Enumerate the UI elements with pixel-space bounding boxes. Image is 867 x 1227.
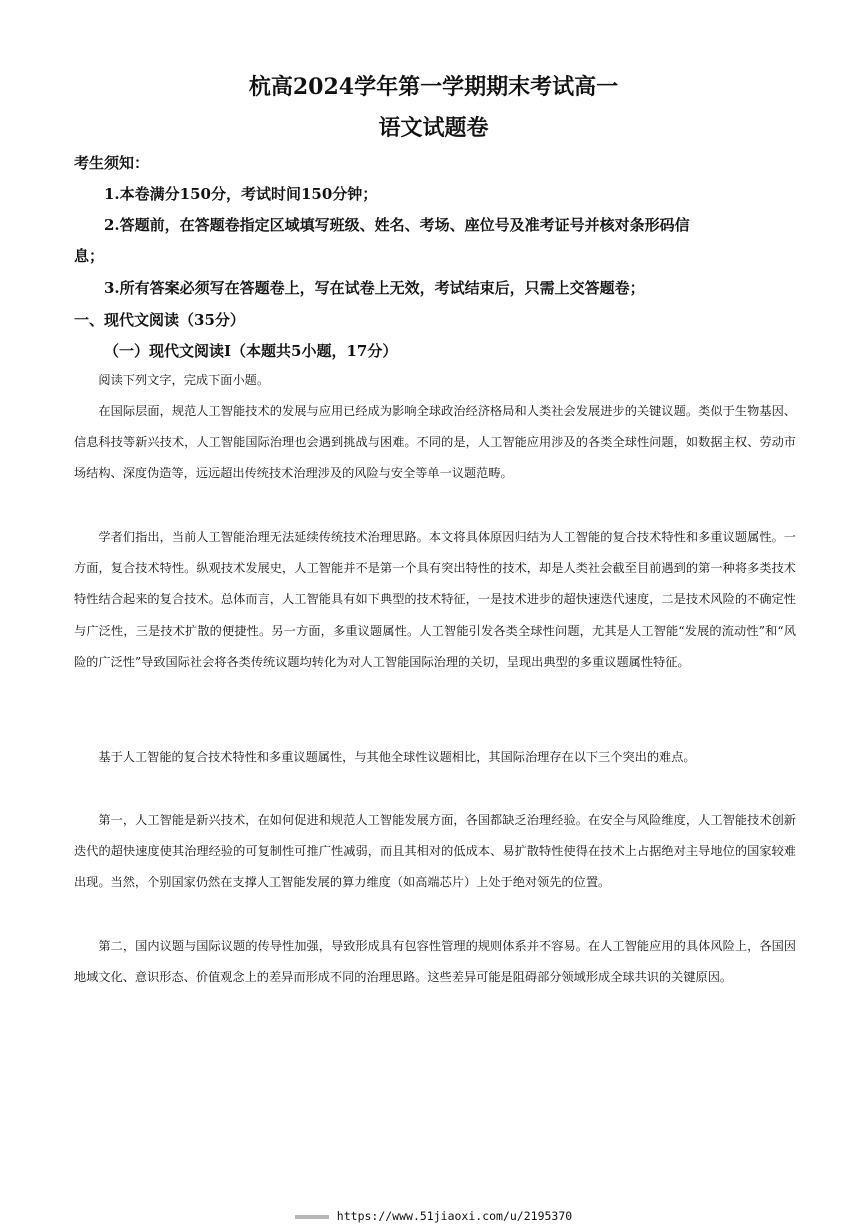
exam-subtitle: 语文试题卷 <box>378 115 489 141</box>
reading-instruction: 阅读下列文字，完成下面小题。 <box>98 373 270 387</box>
article-paragraph-5: 第二，国内议题与国际议题的传导性加强，导致形成具有包容性管理的规则体系并不容易。在人工智能应用的具体风险上，各国因地域文化、意识形态、价值观念上的差异而形成不同的治理思路。这些差异可能是阻碍部分领域形成全球共识的关键原因。 <box>74 939 796 985</box>
watermark-footer <box>0 1209 867 1223</box>
article-paragraph-1: 在国际层面，规范人工智能技术的发展与应用已经成为影响全球政治经济格局和人类社会发展进步的关键议题。类似于生物基因、信息科技等新兴技术，人工智能国际治理也会遇到挑战与困难。不同的是，人工智能应用涉及的各类全球性问题，如数据主权、劳动市场结构、深度伪造等，远远超出传统技术治理涉及的风险与安全等单一议题范畴。 <box>74 404 796 481</box>
section-subheading: （一）现代文阅读Ⅰ（本题共5小题，17分） <box>104 342 398 360</box>
notice-item-1: 1.本卷满分150分，考试时间150分钟； <box>104 185 378 203</box>
article-paragraph-3: 基于人工智能的复合技术特性和多重议题属性，与其他全球性议题相比，其国际治理存在以下三个突出的难点。 <box>98 750 696 764</box>
notice-item-3: 3.所有答案必须写在答题卷上，写在试卷上无效，考试结束后，只需上交答题卷； <box>104 279 645 297</box>
notice-item-2-continued: 息； <box>74 247 105 265</box>
article-paragraph-4: 第一，人工智能是新兴技术，在如何促进和规范人工智能发展方面，各国都缺乏治理经验。在安全与风险维度，人工智能技术创新迭代的超快速度使其治理经验的可复制性可推广性减弱，而且其相对的低成本、易扩散特性使得在技术上占据绝对主导地位的国家较难出现。当然，个别国家仍然在支撑人工智能发展的算力维度（如高端芯片）上处于绝对领先的位置。 <box>74 813 796 890</box>
exam-title: 杭高2024学年第一学期期末考试高一 <box>248 74 619 100</box>
article-paragraph-2: 学者们指出，当前人工智能治理无法延续传统技术治理思路。本文将具体原因归结为人工智能的复合技术特性和多重议题属性。一方面，复合技术特性。纵观技术发展史，人工智能并不是第一个具有突出特性的技术，却是人类社会截至目前遇到的第一种将多类技术特性结合起来的复合技术。总体而言，人工智能具有如下典型的技术特征，一是技术进步的超快速迭代速度，二是技术风险的不确定性与广泛性，三是技术扩散的便捷性。另一方面，多重议题属性。人工智能引发各类全球性问题，尤其是人工智能“发展的流动性”和“风险的广泛性”导致国际社会将各类传统议题均转化为对人工智能国际治理的关切，呈现出典型的多重议题属性特征。 <box>74 530 796 669</box>
notice-item-2: 2.答题前，在答题卷指定区域填写班级、姓名、考场、座位号及准考证号并核对条形码信 <box>104 216 690 234</box>
section-heading: 一、现代文阅读（35分） <box>74 311 245 329</box>
watermark-logo-icon <box>295 1215 329 1219</box>
notice-heading: 考生须知： <box>74 154 150 172</box>
footer-url[interactable]: https://www.51jiaoxi.com/u/2195370 <box>336 1209 573 1223</box>
